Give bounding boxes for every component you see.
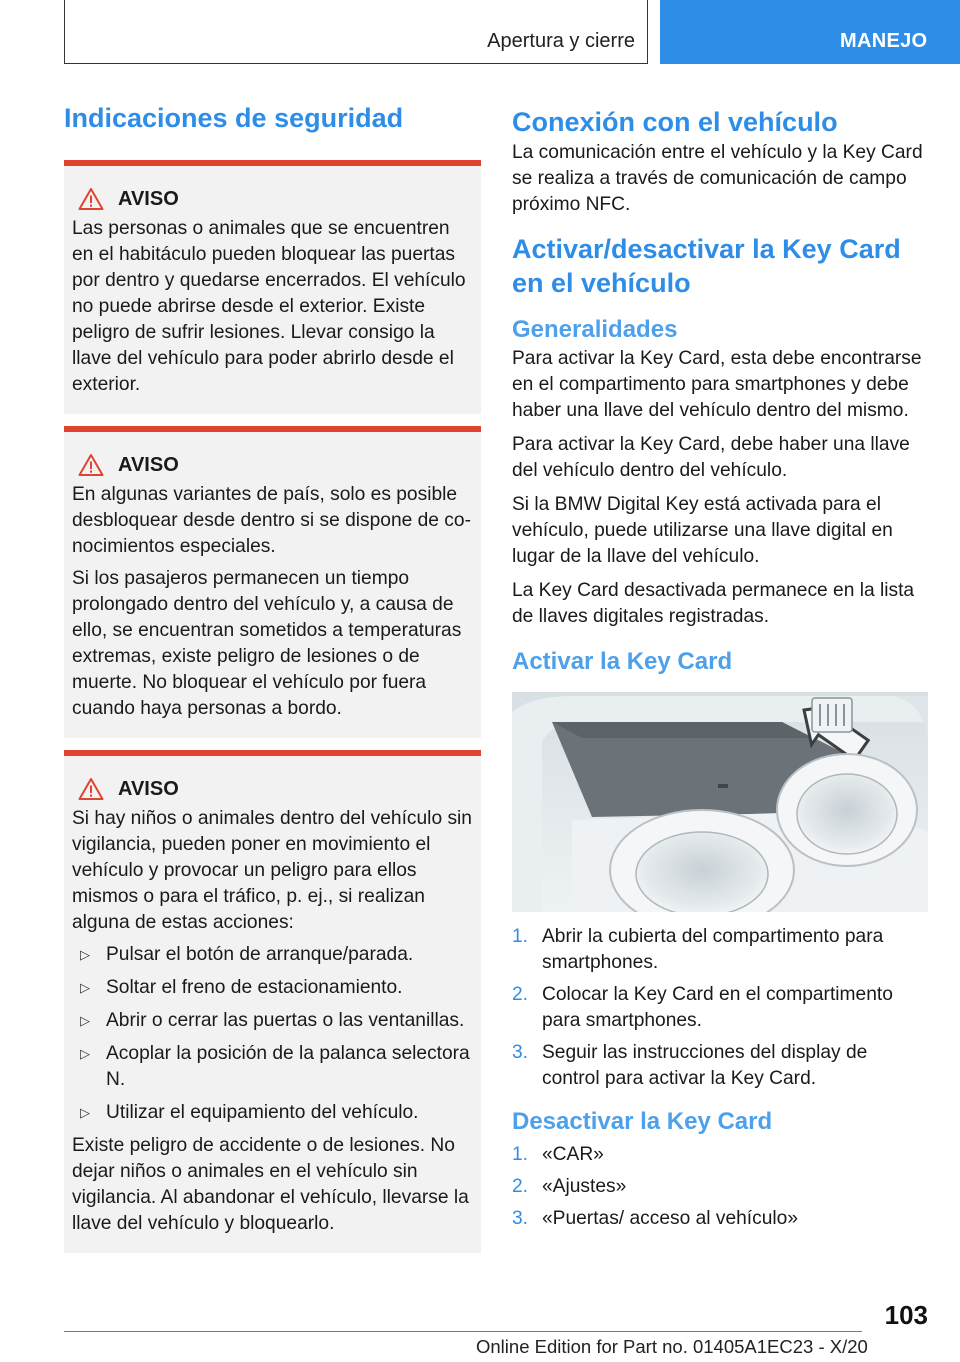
step-text: Seguir las instrucciones del display de control para activar la Key Card. bbox=[542, 1042, 868, 1089]
step-text: «Ajustes» bbox=[542, 1176, 627, 1197]
general-heading: Generalidades bbox=[512, 316, 678, 343]
step-item bbox=[512, 1040, 928, 1092]
triangle-bullet-icon: ▷ bbox=[80, 1105, 90, 1120]
warning-text: Las personas o animales que se encuentren en el habitáculo pueden bloquear las puertas por dentro y quedarse encerrados. El vehículo no puede abrirse desde el exterior. Existe peligro de sufrir lesiones. Llevar consigo la llave del vehículo para poder abrirlo desde el exterior. bbox=[72, 218, 466, 395]
list-item: ▷ Pulsar el botón de arranque/parada. bbox=[72, 942, 473, 968]
deactivate-steps bbox=[512, 1142, 928, 1232]
footer-divider bbox=[64, 1331, 862, 1332]
step-number: 1. bbox=[512, 1144, 529, 1165]
list-item: ▷ Abrir o cerrar las puertas o las ventanillas. bbox=[72, 1008, 473, 1034]
step-number: 2. bbox=[512, 984, 529, 1005]
triangle-bullet-icon: ▷ bbox=[80, 980, 90, 995]
general-text: La Key Card desactivada permanece en la lista de llaves digitales registradas. bbox=[512, 580, 915, 627]
general-text: Si la BMW Digital Key está activada para el vehículo, puede utilizarse una llave digital en lugar de la llave del vehículo. bbox=[512, 494, 893, 567]
left-column bbox=[64, 100, 481, 1253]
warning-box-1 bbox=[64, 160, 481, 414]
general-text: Para activar la Key Card, debe haber una llave del vehículo dentro del vehículo. bbox=[512, 434, 910, 481]
list-item: ▷ Soltar el freno de estacionamiento. bbox=[72, 975, 473, 1001]
page-number: 103 bbox=[884, 1300, 928, 1330]
general-text: Para activar la Key Card, esta debe encontrarse en el compartimento para smartphones y debe haber una llave del vehículo dentro del mismo. bbox=[512, 348, 922, 421]
step-number: 3. bbox=[512, 1042, 529, 1063]
step-item bbox=[512, 924, 928, 976]
deactivate-card-heading: Desactivar la Key Card bbox=[512, 1108, 773, 1135]
warning-text: Si los pasajeros permanecen un tiempo prolongado dentro del vehículo y, a causa de ello, se encuentran sometidos a temperaturas extremas, existe peligro de lesiones o de muerte. No bloquear el vehículo por fuera cuando haya personas a bordo. bbox=[72, 568, 462, 719]
step-text: «CAR» bbox=[542, 1144, 604, 1165]
warning-triangle-icon bbox=[78, 777, 104, 801]
warning-triangle-icon bbox=[78, 187, 104, 211]
step-item bbox=[512, 982, 928, 1034]
warning-intro: Si hay niños o animales dentro del vehículo sin vigilancia, pueden poner en movimiento el vehículo y provocar un peligro para ellos mismos o para el tráfico, p. ej., si realizan alguna de estas acciones: bbox=[72, 808, 472, 933]
step-text: Colocar la Key Card en el compartimento para smartphones. bbox=[542, 984, 893, 1031]
connection-text: La comunicación entre el vehículo y la Key Card se realiza a través de comunicación de campo próximo NFC. bbox=[512, 142, 923, 215]
chapter-title: MANEJO bbox=[840, 30, 928, 52]
step-item bbox=[512, 1206, 928, 1232]
chapter-tab bbox=[660, 0, 960, 64]
triangle-bullet-icon: ▷ bbox=[80, 947, 90, 962]
safety-heading: Indicaciones de seguridad bbox=[64, 103, 404, 133]
section-title: Apertura y cierre bbox=[487, 30, 635, 52]
activate-card-heading: Activar la Key Card bbox=[512, 648, 733, 675]
running-header-section bbox=[64, 0, 648, 64]
action-list bbox=[72, 942, 473, 1126]
right-column bbox=[512, 100, 928, 1238]
list-item: ▷ Acoplar la posición de la palanca selectora N. bbox=[72, 1041, 473, 1093]
step-number: 2. bbox=[512, 1176, 529, 1197]
triangle-bullet-icon: ▷ bbox=[80, 1046, 90, 1061]
warning-text: En algunas variantes de país, solo es posible desbloquear desde dentro si se dispone de conocimientos especiales. bbox=[72, 484, 471, 557]
step-item bbox=[512, 1142, 928, 1168]
warning-label: AVISO bbox=[118, 453, 179, 476]
warning-label: AVISO bbox=[118, 777, 179, 800]
smartphone-compartment-illustration bbox=[512, 692, 928, 912]
step-item bbox=[512, 1174, 928, 1200]
activate-steps bbox=[512, 924, 928, 1092]
step-text: Abrir la cubierta del compartimento para smartphones. bbox=[542, 926, 884, 973]
edition-footer: Online Edition for Part no. 01405A1EC23 - X/20 bbox=[476, 1336, 868, 1357]
warning-box-3 bbox=[64, 750, 481, 1253]
step-text: «Puertas/ acceso al vehículo» bbox=[542, 1208, 798, 1229]
warning-outro: Existe peligro de accidente o de lesiones. No dejar niños o animales en el vehículo sin vigilancia. Al abandonar el vehículo, llevarse la llave del vehículo y bloquearlo. bbox=[72, 1135, 469, 1234]
warning-box-2 bbox=[64, 426, 481, 738]
warning-triangle-icon bbox=[78, 453, 104, 477]
triangle-bullet-icon: ▷ bbox=[80, 1013, 90, 1028]
compartment-image bbox=[512, 692, 928, 912]
step-number: 1. bbox=[512, 926, 529, 947]
activate-deactivate-heading: Activar/desactivar la Key Card en el vehículo bbox=[512, 234, 901, 298]
step-number: 3. bbox=[512, 1208, 529, 1229]
warning-label: AVISO bbox=[118, 187, 179, 210]
list-item: ▷ Utilizar el equipamiento del vehículo. bbox=[72, 1100, 473, 1126]
connection-heading: Conexión con el vehículo bbox=[512, 107, 838, 137]
